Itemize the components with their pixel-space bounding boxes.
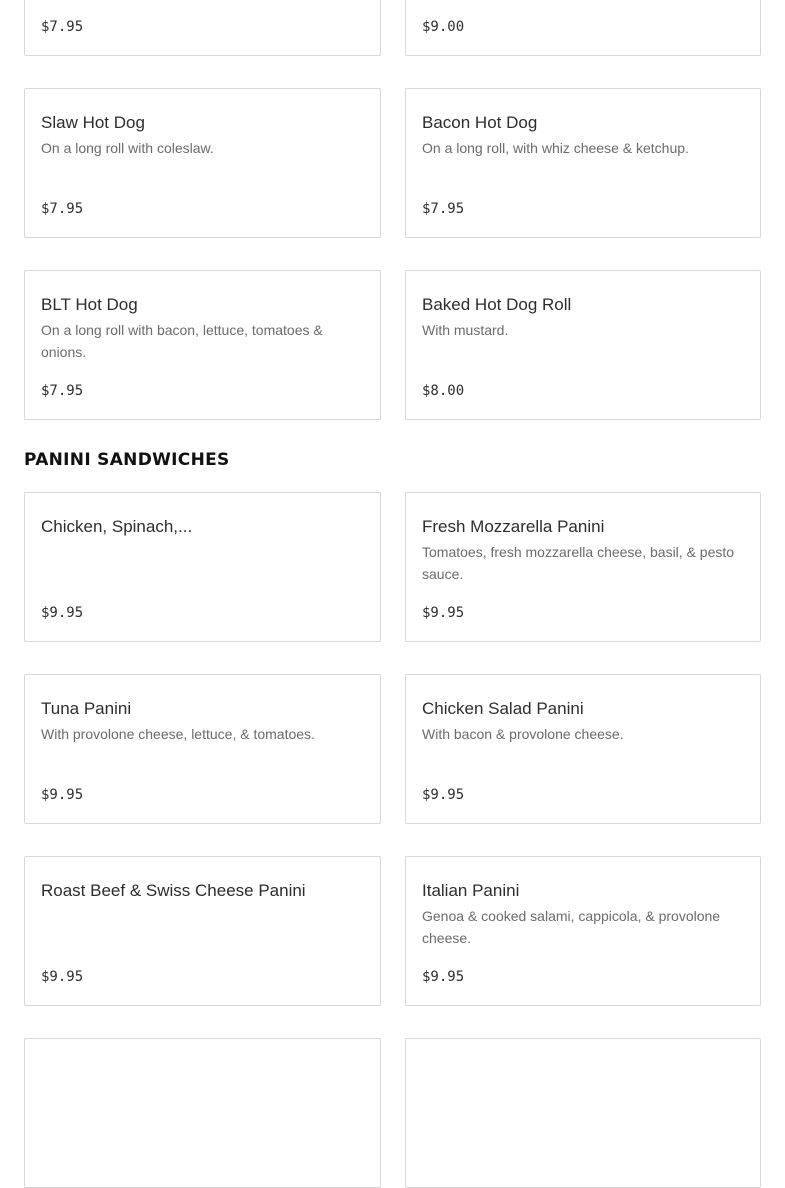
- menu-item-name: Chicken, Spinach,...: [41, 517, 193, 536]
- menu-item-price: $9.95: [41, 605, 84, 621]
- hot-dogs-grid: [24, 0, 761, 420]
- menu-item-name: Italian Panini: [422, 881, 520, 900]
- menu-item-price: $9.95: [41, 787, 84, 803]
- menu-item-card[interactable]: [405, 0, 761, 56]
- menu-item-price: $9.95: [41, 969, 84, 985]
- menu-item-price: $7.95: [41, 19, 84, 35]
- menu-item-card[interactable]: [405, 88, 761, 238]
- menu-item-card[interactable]: [24, 674, 381, 824]
- panini-grid: [24, 492, 761, 1188]
- menu-item-card[interactable]: [405, 270, 761, 420]
- menu-item-description: On a long roll, with whiz cheese & ketchup.: [422, 140, 689, 156]
- menu-item-card[interactable]: [405, 674, 761, 824]
- menu-item-description: With provolone cheese, lettuce, & tomatoes.: [41, 726, 315, 742]
- menu-page: [24, 0, 761, 1188]
- section-title: PANINI SANDWICHES: [24, 450, 230, 470]
- menu-item-price: $8.00: [422, 383, 465, 399]
- menu-item-card[interactable]: [24, 88, 381, 238]
- menu-item-name: BLT Hot Dog: [41, 295, 138, 314]
- menu-item-card[interactable]: [24, 856, 381, 1006]
- menu-item-name: Roast Beef & Swiss Cheese Panini: [41, 881, 306, 900]
- menu-item-card[interactable]: [24, 270, 381, 420]
- menu-item-name: Chicken Salad Panini: [422, 699, 584, 718]
- menu-item-card[interactable]: [405, 1038, 761, 1188]
- menu-item-name: Slaw Hot Dog: [41, 113, 145, 132]
- menu-item-price: $9.95: [422, 787, 465, 803]
- menu-item-price: $7.95: [422, 201, 465, 217]
- menu-item-price: $9.00: [422, 19, 465, 35]
- menu-item-card[interactable]: [24, 0, 381, 56]
- menu-item-name: Fresh Mozzarella Panini: [422, 517, 605, 536]
- menu-item-price: $7.95: [41, 383, 84, 399]
- menu-item-description: Genoa & cooked salami, cappicola, & provolone cheese.: [422, 908, 721, 946]
- menu-item-price: $9.95: [422, 969, 465, 985]
- menu-item-name: Bacon Hot Dog: [422, 113, 538, 132]
- menu-item-card[interactable]: [24, 1038, 381, 1188]
- menu-item-price: $9.95: [422, 605, 465, 621]
- menu-item-price: $7.95: [41, 201, 84, 217]
- menu-item-name: Baked Hot Dog Roll: [422, 295, 572, 314]
- menu-item-card[interactable]: [405, 856, 761, 1006]
- menu-item-description: With mustard.: [422, 322, 509, 338]
- menu-item-description: With bacon & provolone cheese.: [422, 726, 624, 742]
- menu-item-name: Tuna Panini: [41, 699, 132, 718]
- menu-item-description: On a long roll with bacon, lettuce, tomatoes & onions.: [41, 322, 323, 360]
- menu-item-card[interactable]: [405, 492, 761, 642]
- panini-section: [24, 450, 761, 1188]
- menu-item-description: On a long roll with coleslaw.: [41, 140, 214, 156]
- menu-item-description: Tomatoes, fresh mozzarella cheese, basil, & pesto sauce.: [422, 544, 735, 582]
- menu-item-card[interactable]: [24, 492, 381, 642]
